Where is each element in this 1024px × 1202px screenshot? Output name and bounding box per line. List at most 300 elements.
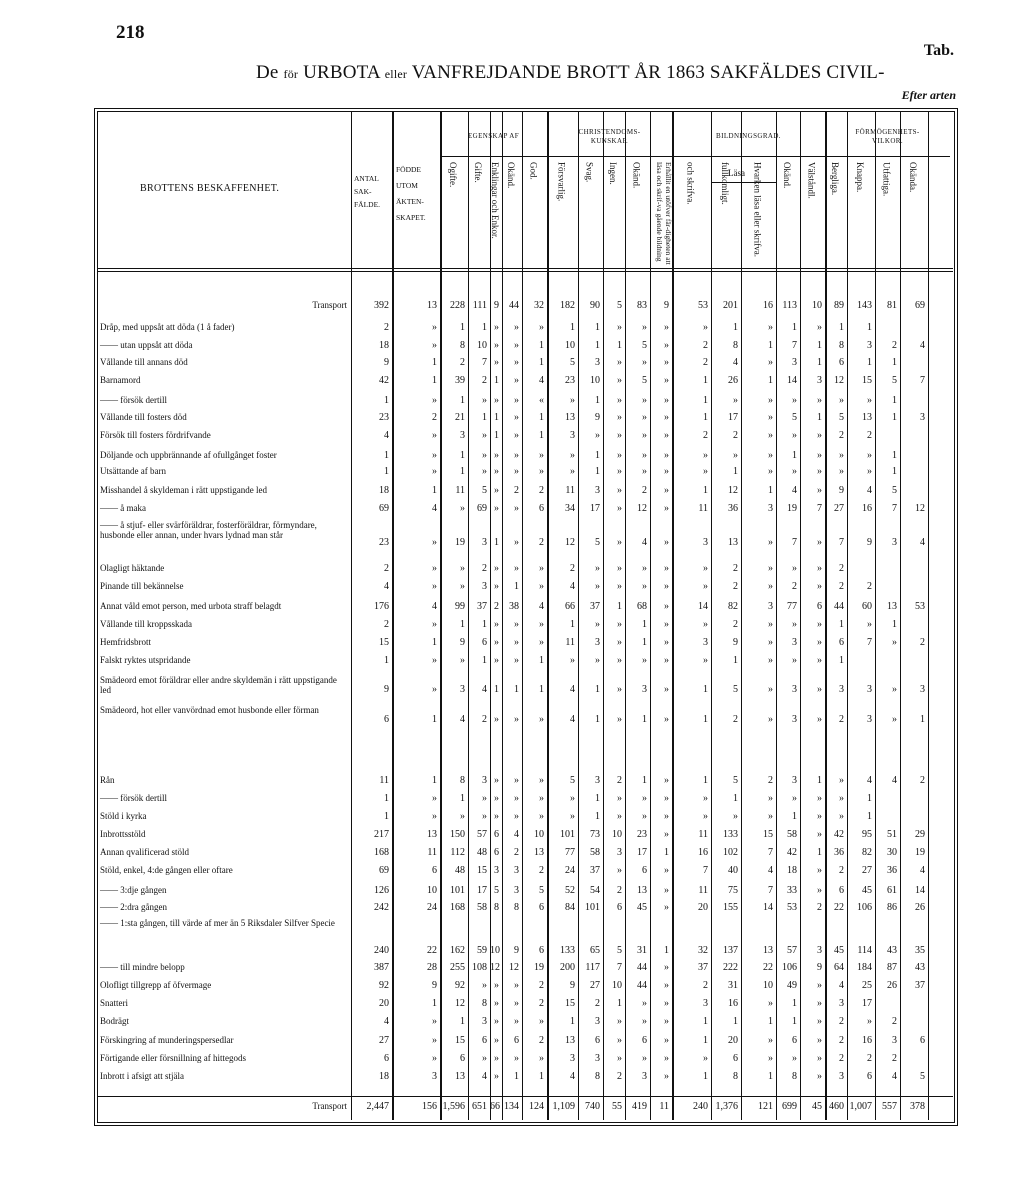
table-cell: 3 <box>792 684 797 695</box>
table-cell: 113 <box>782 300 797 311</box>
row-label: —— 3:dje gången <box>100 885 167 895</box>
column-header: Bergliga. <box>830 162 840 196</box>
table-cell: » <box>664 684 669 695</box>
table-cell: 133 <box>560 945 575 956</box>
table-cell: » <box>617 395 622 406</box>
table-cell: 12 <box>728 485 738 496</box>
table-cell: » <box>432 466 437 477</box>
table-cell: 1 <box>792 450 797 461</box>
table-cell: » <box>570 793 575 804</box>
table-cell: » <box>570 811 575 822</box>
table-cell: 699 <box>782 1101 797 1112</box>
table-cell: 3 <box>792 775 797 786</box>
table-cell: 1 <box>539 1071 544 1082</box>
table-cell: » <box>514 1053 519 1064</box>
row-label: Smädeord, hot eller vanvördnad emot husbonde eller förman <box>100 705 319 715</box>
table-cell: 1 <box>494 684 499 695</box>
title-main2: VANFREJDANDE BROTT ÅR 1863 SAKFÄLDES CIVIL- <box>411 62 885 83</box>
column-header: Okänd. <box>506 162 516 189</box>
transport-label: Transport <box>312 300 347 310</box>
table-cell: 1,376 <box>715 1101 738 1112</box>
table-cell: » <box>642 357 647 368</box>
table-cell: 101 <box>560 829 575 840</box>
table-cell: 1 <box>595 793 600 804</box>
table-cell: 43 <box>915 962 925 973</box>
table-cell: » <box>768 655 773 666</box>
table-cell: » <box>494 466 499 477</box>
table-cell: 13 <box>862 412 872 423</box>
table-cell: » <box>570 450 575 461</box>
table-cell: » <box>570 466 575 477</box>
table-cell: 38 <box>509 601 519 612</box>
table-cell: 1 <box>539 357 544 368</box>
table-cell: 1 <box>703 485 708 496</box>
column-header: Gifte. <box>473 162 483 183</box>
table-cell: 2 <box>892 1016 897 1027</box>
table-cell: » <box>664 485 669 496</box>
table-cell: » <box>432 450 437 461</box>
table-cell: 31 <box>728 980 738 991</box>
column-header: Utfattiga. <box>881 162 892 197</box>
table-cell: 168 <box>374 847 389 858</box>
table-cell: 2 <box>892 340 897 351</box>
table-cell: 1 <box>703 395 708 406</box>
table-cell: 101 <box>585 902 600 913</box>
table-cell: » <box>617 865 622 876</box>
table-cell: » <box>664 563 669 574</box>
table-cell: 2 <box>703 980 708 991</box>
table-cell: » <box>482 793 487 804</box>
table-cell: 17 <box>637 847 647 858</box>
table-cell: » <box>514 793 519 804</box>
table-cell: 10 <box>612 980 622 991</box>
table-cell: » <box>514 563 519 574</box>
table-cell: 36 <box>728 503 738 514</box>
table-cell: » <box>817 655 822 666</box>
table-cell: 1 <box>595 322 600 333</box>
table-cell: 26 <box>728 375 738 386</box>
table-cell: » <box>664 357 669 368</box>
row-label: Förtigande eller försnillning af hittegods <box>100 1053 246 1063</box>
table-cell: 9 <box>664 300 669 311</box>
table-cell: 1 <box>892 466 897 477</box>
table-cell: 1 <box>570 322 575 333</box>
table-cell: 1 <box>617 998 622 1009</box>
table-cell: 1 <box>642 775 647 786</box>
table-cell: 84 <box>565 902 575 913</box>
table-cell: 1 <box>432 485 437 496</box>
table-cell: » <box>664 637 669 648</box>
header-antal-line: FÄLDE. <box>354 200 381 209</box>
table-cell: 240 <box>374 945 389 956</box>
table-cell: » <box>817 885 822 896</box>
table-cell: 1 <box>539 684 544 695</box>
table-cell: 1 <box>595 395 600 406</box>
table-cell: 2 <box>384 619 389 630</box>
table-cell: 156 <box>422 1101 437 1112</box>
table-cell: 54 <box>590 885 600 896</box>
column-header: God. <box>528 162 539 180</box>
table-cell: 3 <box>617 847 622 858</box>
table-cell: 2 <box>539 980 544 991</box>
table-cell: 4 <box>482 684 487 695</box>
column-header: Ogifte. <box>448 162 458 188</box>
row-label: —— å stjuf- eller svärföräldrar, fosterföräldrar, förmyndare, husbonde eller annan, under hvars lydnad man står <box>100 520 317 540</box>
table-cell: 6 <box>539 945 544 956</box>
table-cell: 1 <box>839 619 844 630</box>
table-cell: 1 <box>768 1016 773 1027</box>
table-cell: » <box>494 655 499 666</box>
table-cell: » <box>768 395 773 406</box>
table-cell: 137 <box>723 945 738 956</box>
header-fodde <box>396 162 426 226</box>
table-cell: 2 <box>384 322 389 333</box>
table-cell: » <box>703 581 708 592</box>
table-cell: 1 <box>892 395 897 406</box>
column-header: och skrifva. <box>685 162 696 205</box>
table-cell: 557 <box>882 1101 897 1112</box>
table-cell: 15 <box>379 637 389 648</box>
table-cell: 58 <box>787 829 797 840</box>
table-cell: » <box>664 885 669 896</box>
table-cell: 8 <box>792 1071 797 1082</box>
table-cell: 1 <box>570 1016 575 1027</box>
table-cell: 23 <box>637 829 647 840</box>
table-cell: 10 <box>590 375 600 386</box>
table-cell: 2 <box>839 563 844 574</box>
group-rule <box>547 156 672 157</box>
table-cell: 11 <box>698 829 708 840</box>
table-cell: 13 <box>728 537 738 548</box>
table-cell: 3 <box>839 998 844 1009</box>
table-cell: » <box>768 714 773 725</box>
table-cell: 2 <box>920 775 925 786</box>
table-cell: » <box>514 775 519 786</box>
table-cell: 126 <box>374 885 389 896</box>
table-cell: » <box>460 581 465 592</box>
table-cell: 12 <box>509 962 519 973</box>
table-cell: 1 <box>817 412 822 423</box>
table-cell: » <box>617 563 622 574</box>
table-cell: 2,447 <box>366 1101 389 1112</box>
row-label: Vållande till kroppsskada <box>100 619 192 629</box>
header-lasa: Läsa <box>728 168 745 178</box>
table-cell: » <box>642 450 647 461</box>
row-label: Dråp, med uppsåt att döda (1 å fader) <box>100 322 235 332</box>
table-cell: 124 <box>529 1101 544 1112</box>
table-cell: » <box>642 655 647 666</box>
title-main1: URBOTA <box>303 62 380 83</box>
table-cell: 1 <box>867 793 872 804</box>
table-cell: 10 <box>763 980 773 991</box>
table-cell: 12 <box>565 537 575 548</box>
table-cell: » <box>570 655 575 666</box>
table-cell: 2 <box>768 775 773 786</box>
table-cell: 3 <box>703 537 708 548</box>
table-cell: 14 <box>787 375 797 386</box>
table-cell: 73 <box>590 829 600 840</box>
table-cell: 27 <box>379 1035 389 1046</box>
table-cell: » <box>664 340 669 351</box>
table-cell: 36 <box>887 865 897 876</box>
row-label: Pinande till bekännelse <box>100 581 184 591</box>
table-cell: 2 <box>733 714 738 725</box>
table-cell: 2 <box>482 563 487 574</box>
group-formogenhet: FÖRMÖGENHETS-VILKOR. <box>855 128 920 145</box>
table-cell: 4 <box>482 1071 487 1082</box>
table-cell: 6 <box>617 902 622 913</box>
table-cell: 4 <box>867 775 872 786</box>
table-cell: 1 <box>768 375 773 386</box>
table-cell: 1 <box>892 357 897 368</box>
table-cell: 2 <box>839 430 844 441</box>
table-cell: » <box>817 684 822 695</box>
table-cell: » <box>817 619 822 630</box>
table-cell: 17 <box>728 412 738 423</box>
table-cell: » <box>494 1053 499 1064</box>
table-cell: 11 <box>659 1101 669 1112</box>
table-cell: 7 <box>892 503 897 514</box>
table-cell: 10 <box>565 340 575 351</box>
table-cell: 24 <box>427 902 437 913</box>
table-cell: 24 <box>565 865 575 876</box>
table-cell: 82 <box>728 601 738 612</box>
table-cell: 43 <box>887 945 897 956</box>
table-cell: 1 <box>733 793 738 804</box>
table-cell: » <box>494 998 499 1009</box>
table-cell: 44 <box>637 980 647 991</box>
table-cell: » <box>867 1016 872 1027</box>
table-cell: 2 <box>867 1053 872 1064</box>
table-cell: » <box>768 581 773 592</box>
table-cell: » <box>539 563 544 574</box>
table-cell: 3 <box>432 1071 437 1082</box>
table-cell: » <box>642 793 647 804</box>
table-cell: 11 <box>565 485 575 496</box>
table-cell: 3 <box>642 1071 647 1082</box>
table-cell: 201 <box>723 300 738 311</box>
row-label: Stöld i kyrka <box>100 811 147 821</box>
table-cell: » <box>768 537 773 548</box>
table-cell: » <box>768 357 773 368</box>
table-cell: » <box>617 357 622 368</box>
table-cell: » <box>432 340 437 351</box>
table-cell: 5 <box>792 412 797 423</box>
table-cell: 5 <box>839 412 844 423</box>
table-cell: 1 <box>792 1016 797 1027</box>
table-cell: 9 <box>494 300 499 311</box>
table-cell: 6 <box>792 1035 797 1046</box>
table-cell: 2 <box>617 775 622 786</box>
table-cell: » <box>617 430 622 441</box>
group-egenskap: EGENSKAP AF <box>467 132 519 140</box>
table-cell: » <box>494 395 499 406</box>
table-cell: » <box>494 322 499 333</box>
table-cell: 1 <box>703 714 708 725</box>
table-cell: 90 <box>590 300 600 311</box>
table-cell: 1 <box>514 684 519 695</box>
table-cell: 1 <box>703 775 708 786</box>
table-cell: 1 <box>384 811 389 822</box>
table-cell: 1 <box>460 619 465 630</box>
row-label: Snatteri <box>100 998 128 1008</box>
table-cell: 3 <box>514 885 519 896</box>
table-cell: 5 <box>570 775 575 786</box>
table-cell: » <box>664 375 669 386</box>
table-cell: 2 <box>482 714 487 725</box>
table-cell: 6 <box>867 1071 872 1082</box>
table-cell: 1 <box>733 1016 738 1027</box>
table-cell: 6 <box>539 503 544 514</box>
table-cell: 1 <box>384 793 389 804</box>
table-cell: 3 <box>595 637 600 648</box>
table-cell: 3 <box>867 684 872 695</box>
table-cell: 108 <box>472 962 487 973</box>
table-cell: 5 <box>570 357 575 368</box>
table-cell: 3 <box>817 945 822 956</box>
table-cell: 10 <box>612 829 622 840</box>
table-cell: 1 <box>384 395 389 406</box>
table-cell: 3 <box>494 865 499 876</box>
table-cell: 134 <box>504 1101 519 1112</box>
table-cell: 23 <box>379 412 389 423</box>
table-cell: » <box>664 619 669 630</box>
table-cell: 2 <box>839 1053 844 1064</box>
table-cell: 3 <box>460 430 465 441</box>
table-cell: 9 <box>867 537 872 548</box>
table-cell: » <box>792 430 797 441</box>
table-cell: 7 <box>768 885 773 896</box>
table-cell: 12 <box>490 962 500 973</box>
column-header: Ingen. <box>608 162 618 185</box>
table-cell: » <box>817 793 822 804</box>
table-cell: » <box>703 1053 708 1064</box>
table-cell: 15 <box>565 998 575 1009</box>
table-cell: 1 <box>664 945 669 956</box>
table-cell: » <box>482 980 487 991</box>
table-cell: 1 <box>817 357 822 368</box>
table-cell: 4 <box>570 714 575 725</box>
table-cell: 1 <box>664 847 669 858</box>
table-cell: 9 <box>384 684 389 695</box>
table-cell: 392 <box>374 300 389 311</box>
table-cell: 12 <box>637 503 647 514</box>
table-cell: 37 <box>590 865 600 876</box>
table-cell: » <box>817 581 822 592</box>
table-cell: » <box>539 811 544 822</box>
table-cell: 6 <box>514 1035 519 1046</box>
table-cell: » <box>768 563 773 574</box>
table-cell: » <box>482 395 487 406</box>
table-cell: » <box>514 357 519 368</box>
table-cell: 6 <box>839 885 844 896</box>
table-cell: 11 <box>698 503 708 514</box>
table-cell: 9 <box>839 485 844 496</box>
table-cell: 82 <box>862 847 872 858</box>
table-cell: » <box>817 811 822 822</box>
table-cell: » <box>494 503 499 514</box>
table-cell: 22 <box>427 945 437 956</box>
table-cell: » <box>839 775 844 786</box>
table-cell: 16 <box>862 503 872 514</box>
table-cell: 48 <box>477 847 487 858</box>
table-cell: » <box>514 811 519 822</box>
table-cell: 44 <box>834 601 844 612</box>
table-cell: 2 <box>839 581 844 592</box>
table-cell: 13 <box>887 601 897 612</box>
page-title <box>256 62 885 84</box>
table-cell: 37 <box>477 601 487 612</box>
column-header: fullkomligt. <box>720 162 730 205</box>
table-cell: 12 <box>915 503 925 514</box>
table-cell: 66 <box>490 1101 500 1112</box>
table-cell: 3 <box>839 1071 844 1082</box>
table-cell: 8 <box>482 998 487 1009</box>
table-cell: 2 <box>595 998 600 1009</box>
table-cell: » <box>432 322 437 333</box>
table-cell: 18 <box>787 865 797 876</box>
table-cell: » <box>514 340 519 351</box>
table-cell: 3 <box>892 1035 897 1046</box>
table-cell: 2 <box>733 563 738 574</box>
table-cell: » <box>768 450 773 461</box>
table-cell: 6 <box>482 637 487 648</box>
table-cell: » <box>494 450 499 461</box>
table-cell: » <box>817 563 822 574</box>
table-cell: » <box>617 637 622 648</box>
header-antal-line: SAK- <box>354 187 372 196</box>
table-cell: 58 <box>477 902 487 913</box>
table-cell: 1,007 <box>849 1101 872 1112</box>
table-cell: 52 <box>565 885 575 896</box>
table-cell: 111 <box>472 300 487 311</box>
table-cell: 51 <box>887 829 897 840</box>
table-cell: 3 <box>817 375 822 386</box>
table-cell: 1 <box>792 811 797 822</box>
table-cell: 6 <box>384 1053 389 1064</box>
table-cell: » <box>892 637 897 648</box>
table-cell: » <box>432 684 437 695</box>
row-label: Annat våld emot person, med urbota straff belagdt <box>100 601 282 611</box>
row-label: —— till mindre belopp <box>100 962 185 972</box>
table-cell: 121 <box>758 1101 773 1112</box>
table-cell: 7 <box>867 637 872 648</box>
table-cell: » <box>539 466 544 477</box>
table-cell: » <box>664 811 669 822</box>
row-label: —— 1:sta gången, till värde af mer än 5 Riksdaler Silfver Specie <box>100 918 335 928</box>
table-cell: 106 <box>782 962 797 973</box>
header-fodde-line: SKAPET. <box>396 213 426 222</box>
table-cell: 9 <box>570 980 575 991</box>
table-cell: 22 <box>763 962 773 973</box>
table-cell: 8 <box>460 775 465 786</box>
table-cell: » <box>817 998 822 1009</box>
column-divider <box>928 112 929 1120</box>
table-cell: 2 <box>617 1071 622 1082</box>
table-cell: » <box>539 619 544 630</box>
table-cell: » <box>892 684 897 695</box>
table-cell: » <box>494 340 499 351</box>
table-cell: » <box>539 1053 544 1064</box>
table-cell: 4 <box>920 537 925 548</box>
table-cell: 2 <box>494 601 499 612</box>
table-cell: 5 <box>733 684 738 695</box>
table-cell: » <box>539 1016 544 1027</box>
table-cell: 6 <box>642 865 647 876</box>
table-cell: » <box>703 655 708 666</box>
table-cell: » <box>642 412 647 423</box>
table-cell: 3 <box>703 637 708 648</box>
